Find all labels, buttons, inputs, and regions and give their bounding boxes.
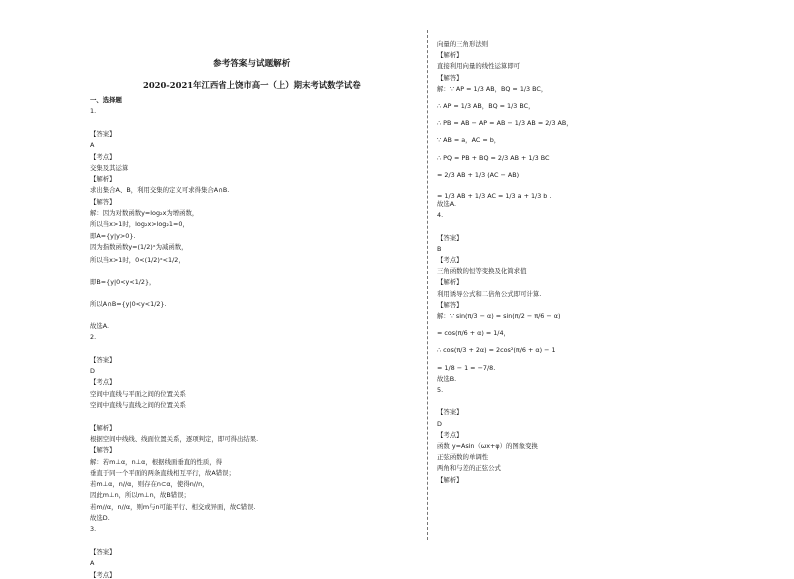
right-line: 正弦函数的单调性 xyxy=(437,453,489,462)
right-line: 4. xyxy=(437,211,444,220)
left-line: 【答案】 xyxy=(90,547,116,556)
right-line: ∴ AP = 1/3 AB，BQ = 1/3 BC， xyxy=(437,102,535,110)
document-subtitle: 2020-2021年江西省上饶市高一（上）期末考试数学试卷 xyxy=(143,80,361,90)
right-line: 三角函数的恒等变换及化简求值 xyxy=(437,267,527,276)
right-line: 故选B. xyxy=(437,374,457,383)
left-line: 故选A. xyxy=(90,321,110,330)
left-line: 所以当x>1时，log₂x>log₂1=0， xyxy=(90,220,189,229)
right-line: 向量的三角形法则 xyxy=(437,40,489,48)
right-line: 【考点】 xyxy=(437,430,463,439)
left-line: A xyxy=(90,141,95,150)
left-line: 【考点】 xyxy=(90,570,116,579)
left-line: 解：若m⊥α，n⊥α，根据线面垂直的性质，得 xyxy=(90,457,223,466)
left-line: D xyxy=(90,367,95,376)
left-line: 即A={y|y>0}. xyxy=(90,231,136,240)
right-line: B xyxy=(437,244,442,253)
left-line: 【解答】 xyxy=(90,197,116,206)
left-line: 交集及其运算 xyxy=(90,163,129,172)
left-line: 因为指数函数y=(1/2)ˣ为减函数， xyxy=(90,242,188,251)
right-line: 5. xyxy=(437,386,444,394)
left-line: 根据空间中线线、线面位置关系，逐项判定，即可得出结果. xyxy=(90,434,259,443)
right-line: 【解答】 xyxy=(437,300,463,309)
right-line: 【考点】 xyxy=(437,256,463,264)
right-line: 故选A. xyxy=(437,200,457,208)
right-line: 【解析】 xyxy=(437,475,463,484)
left-line: 【解析】 xyxy=(90,175,116,184)
right-line: = 1/8 − 1 = −7/8. xyxy=(437,363,496,372)
right-line: 【解析】 xyxy=(437,278,463,287)
left-line: 若m//α，n//α，则m与n可能平行、相交或异面，故C错误. xyxy=(90,502,256,511)
left-line: 即B={y|0<y<1/2}， xyxy=(90,277,156,286)
left-line: 一、选择题 xyxy=(90,96,122,104)
right-line: 【解答】 xyxy=(437,73,463,82)
right-line: 【解析】 xyxy=(437,51,463,60)
left-line: 所以当x>1时，0<(1/2)ˣ<1/2， xyxy=(90,255,185,264)
left-line: 所以A∩B={y|0<y<1/2}. xyxy=(90,299,167,308)
left-line: 若m⊥α，n//α，则存在n⊂α，使得n//n， xyxy=(90,480,209,489)
left-line: 【考点】 xyxy=(90,152,116,161)
right-line: ∴ PQ = PB + BQ = 2/3 AB + 1/3 BC xyxy=(437,153,550,162)
left-line: 【答案】 xyxy=(90,355,116,364)
document-title: 参考答案与试题解析 xyxy=(213,59,291,69)
right-line: ∴ cos(π/3 + 2α) = 2cos²(π/6 + α) − 1 xyxy=(437,346,556,355)
right-line: 函数 y=Asin（ωx+φ）的图象变换 xyxy=(437,442,538,450)
right-line: 利用诱导公式和二倍角公式即可计算. xyxy=(437,289,542,298)
left-line: 【考点】 xyxy=(90,378,116,387)
right-line: ∵ AB = a，AC = b， xyxy=(437,136,501,145)
right-line: D xyxy=(437,419,442,428)
left-line: 1. xyxy=(90,107,97,116)
right-line: = 2/3 AB + 1/3 (AC − AB) xyxy=(437,170,520,179)
left-line: 【解答】 xyxy=(90,446,116,455)
left-line: 垂直于同一个平面的两条直线相互平行，故A错误； xyxy=(90,468,235,477)
left-line: A xyxy=(90,559,95,568)
left-line: 3. xyxy=(90,525,97,534)
left-line: 求出集合A、B，利用交集的定义可求得集合A∩B. xyxy=(90,186,230,195)
right-line: = cos(π/6 + α) = 1/4， xyxy=(437,329,510,338)
left-line: 2. xyxy=(90,333,97,342)
right-line: 【答案】 xyxy=(437,408,463,417)
left-line: 故选D. xyxy=(90,514,110,522)
right-line: 两角和与差的正弦公式 xyxy=(437,464,501,473)
right-line: = 1/3 AB + 1/3 AC = 1/3 a + 1/3 b . xyxy=(437,192,552,200)
right-line: ∴ PB = AB − AP = AB − 1/3 AB = 2/3 AB， xyxy=(437,119,573,128)
left-line: 空间中直线与直线之间的位置关系 xyxy=(90,401,186,409)
left-line: 因此m⊥n，所以m⊥n，故B错误； xyxy=(90,491,190,500)
right-line: 【答案】 xyxy=(437,233,463,242)
left-line: 空间中直线与平面之间的位置关系 xyxy=(90,389,186,398)
right-line: 解：∵ sin(π/3 − α) = sin(π/2 − π/6 − α) xyxy=(437,312,561,320)
left-line: 解：因为对数函数y=log₂x为增函数， xyxy=(90,209,199,217)
column-divider xyxy=(427,30,428,540)
right-line: 解：∵ AP = 1/3 AB，BQ = 1/3 BC， xyxy=(437,84,548,93)
left-line: 【答案】 xyxy=(90,129,116,138)
right-line: 直接利用向量的线性运算即可 xyxy=(437,62,521,71)
left-line: 【解析】 xyxy=(90,423,116,432)
